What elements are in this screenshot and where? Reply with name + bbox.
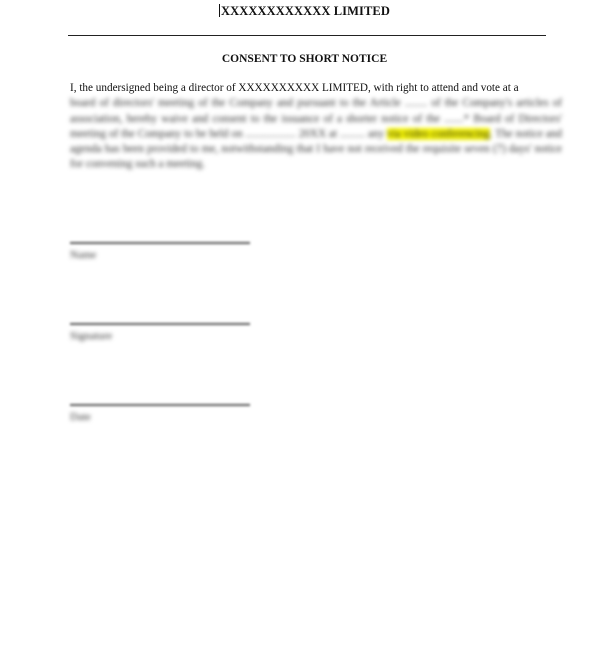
highlighted-text: via video conferencing [387,127,490,140]
name-label: Name [70,249,97,261]
paragraph-blurred-text [70,97,562,170]
signature-label: Signature [70,330,113,342]
paragraph-blurred-after: . The notice and agenda has been provided to me, notwithstanding that I have not received the requisite seven (7) days' notice for convening such a meeting. [70,127,562,171]
date-signature-line [70,404,250,406]
company-header[interactable] [0,4,609,19]
name-signature-line [70,242,250,244]
company-header-text: XXXXXXXXXXXX LIMITED [220,4,391,18]
consent-paragraph[interactable] [70,81,562,173]
paragraph-blurred-before: board of directors' meeting of the Company and pursuant to the Article ........ of the Company's articles of association, hereby waive and consent to the issuance of a shorter notice of the .......* Board of Directors' meeting of the Company to be held on .................. 20XX at ......... any [70,97,562,140]
signature-signature-line [70,323,250,325]
paragraph-line-1: I, the undersigned being a director of XXXXXXXXXX LIMITED, with right to attend and vote at a [70,82,519,94]
header-rule [68,35,546,36]
text-cursor [219,4,220,17]
document-title: CONSENT TO SHORT NOTICE [221,53,388,65]
date-label: Date [70,411,91,423]
